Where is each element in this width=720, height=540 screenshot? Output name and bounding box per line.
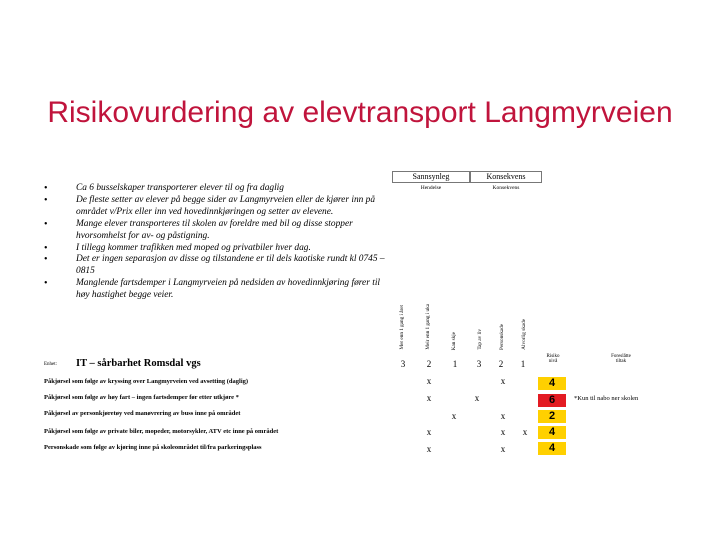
mark: x [451,411,457,421]
vlabel: Mer enn 1 gang i året [399,305,405,350]
bullet-list [44,183,389,302]
scale-number: 2 [426,359,432,369]
risk-score: 4 [538,377,566,390]
risk-note: *Kun til nabo ner skolen [574,395,639,402]
vcol-0 [392,197,414,350]
risk-row-label: Påkjørsel av personkjøretøy ved manøvrering av buss inne på området [44,410,241,417]
scale-number: 3 [476,359,482,369]
risk-score: 4 [538,426,566,439]
bullet-item: • Mange elever transporteres til skolen av foreldre med bil og disse stopper hvorsomhelst for av- og påstigning. [44,219,389,243]
mark: x [426,444,432,454]
risk-row-label: Påkjørsel som følge av private biler, mopeder, motorsykler, ATV etc inne på området [44,428,279,435]
mark: x [426,376,432,386]
mark: x [500,376,506,386]
vcol-4 [492,197,514,350]
bullet-item: • Manglende fartsdemper i Langmyrveien på nedsiden av hovedinnkjøring fører til høy hastighet begge veier. [44,278,389,302]
risk-row-label: Personskade som følge av kjøring inne på skoleområdet til/fra parkeringsplass [44,444,262,451]
enhet-label: Enhet: [44,362,58,367]
mark: x [426,393,432,403]
header-konsekvens: Konsekvens [486,172,526,181]
mark: x [500,427,506,437]
scale-number: 1 [520,359,526,369]
header-foreslåtte: Foreslåtte tiltak [611,354,631,364]
mark: x [500,444,506,454]
page-title: Risikovurdering av elevtransport Langmyrveien [47,96,673,129]
vcol-2 [444,197,466,350]
mark: x [474,393,480,403]
risk-score: 2 [538,410,566,423]
header-hendelse: Hendelse [420,185,442,191]
mark: x [522,427,528,437]
vlabel: Personskade [499,324,505,350]
bullet-item: • I tillegg kommer trafikken med moped og privatbiler hver dag. [44,243,389,255]
header-sannsynlig: Sannsynleg [412,172,450,181]
risk-score: 4 [538,442,566,455]
vlabel: Meir enn 1 gang i uka [425,304,431,350]
scale-number: 1 [452,359,458,369]
bullet-item: • De fleste setter av elever på begge sider av Langmyrveien eller de kjører inn på området v/Prix eller inn ved hovedinnkjøringen og setter av elevene. [44,195,389,219]
header-risikonivå: Risiko nivå [546,354,560,364]
risk-row-label: Påkjørsel som følge av høy fart – ingen fartsdemper før etter utkjøre * [44,394,239,401]
unit-title: IT – sårbarhet Romsdal vgs [76,358,201,369]
risk-row-label: Påkjørsel som følge av kryssing over Langmyrveien ved avsetting (daglig) [44,378,249,385]
bullet-item: • Det er ingen separasjon av disse og tilstandene er til dels kaotiske rundt kl 0745 – 0815 [44,254,389,278]
vlabel: Alvorlig skade [521,319,527,350]
vlabel: Tap av liv [477,329,483,350]
scale-number: 2 [498,359,504,369]
bullet-item: • Ca 6 busselskaper transporterer elever til og fra daglig [44,183,389,195]
scale-number: 3 [400,359,406,369]
header-konsekvens-sub: Konsekvens [492,185,520,191]
vcol-5 [514,197,536,350]
mark: x [426,427,432,437]
vlabel: Kan skje [451,331,457,350]
risk-score: 6 [538,394,566,407]
mark: x [500,411,506,421]
vcol-3 [470,197,492,350]
vcol-1 [418,197,440,350]
